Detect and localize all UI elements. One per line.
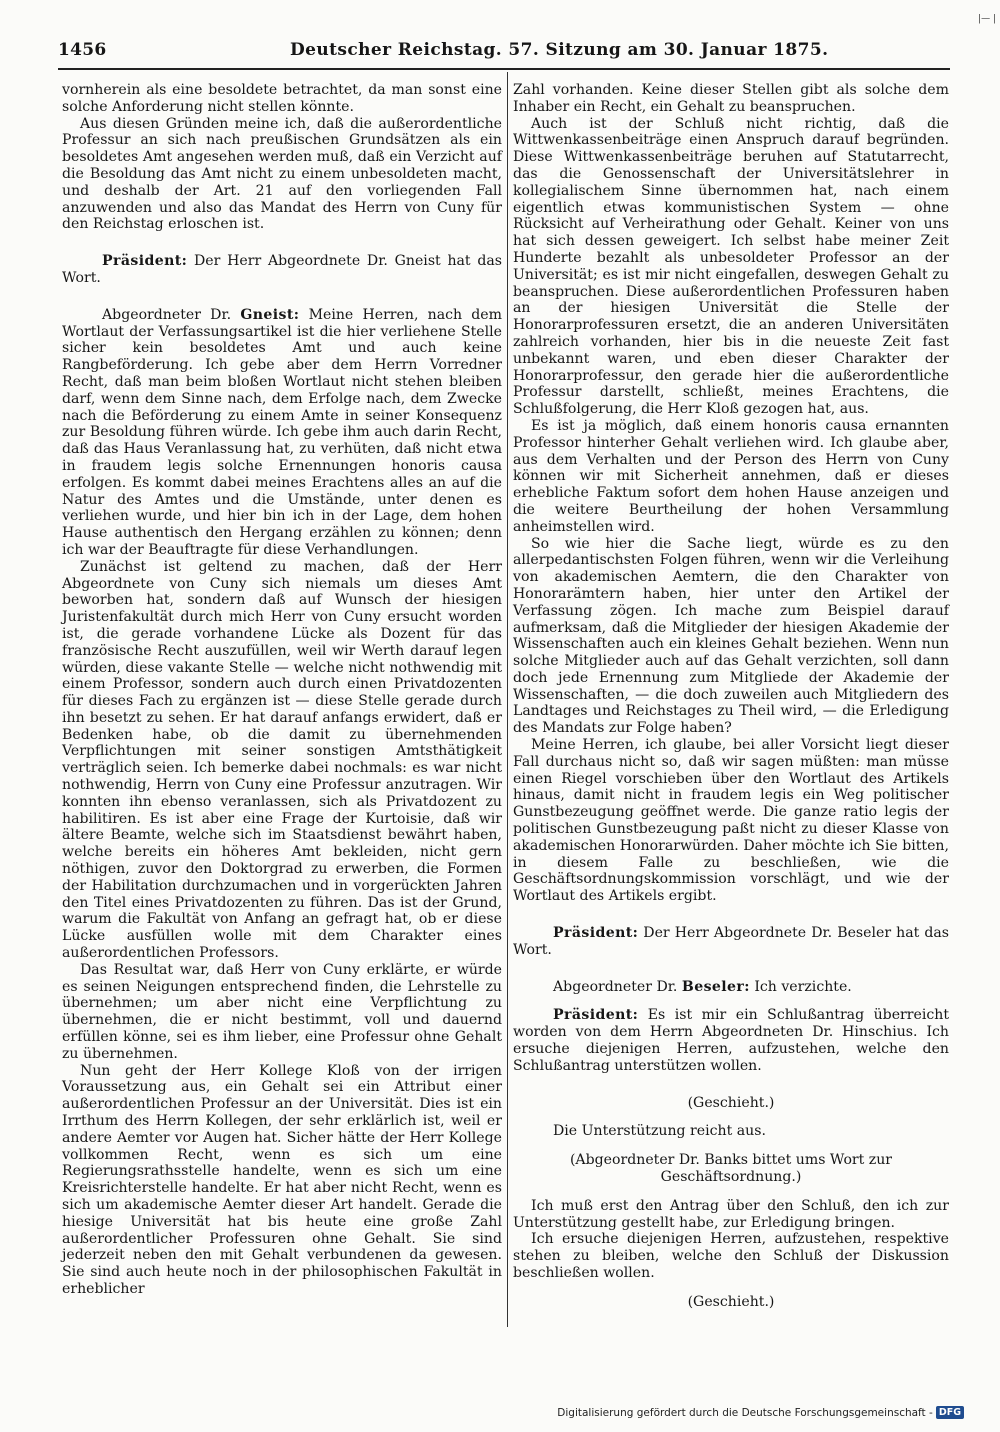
paragraph: Auch ist der Schluß nicht richtig, daß die Wittwenkassenbeiträge einen Anspruch darauf begründen. Diese Wittwenkassenbeiträge beruhen auf Statutarrecht, das die Genossenschaft der Universitätslehrer in kollegialischem Sinne übernommen hat, nach einem eigentlich etwas kommunistischen System — ohne Rücksicht auf Verheirathung oder Gehalt. Keiner von uns hat sich dessen geweigert. Ich selbst habe meiner Zeit Hunderte bezahlt als unbesoldeter Professor an der Universität; es ist mir nicht eingefallen, deswegen Gehalt zu beanspruchen. Diese außerordentlichen Professuren haben an der hiesigen Universität die Stelle der Honorarprofessuren ersetzt, die an anderen Universitäten zahlreich vorhanden, hier bis in die neueste Zeit fast unbekannt waren, und eben dieser Charakter der Honorarprofessur, den gerade hier die außerordentliche Professur darstellt, schließt, meines Erachtens, die Schlußfolgerung, die Herr Kloß gezogen hat, aus. xyxy=(513,115,949,418)
paragraph: Zahl vorhanden. Keine dieser Stellen gibt als solche dem Inhaber ein Recht, ein Gehalt zu beanspruchen. xyxy=(513,82,949,115)
stage-direction: (Geschieht.) xyxy=(687,1094,775,1111)
speech-paragraph xyxy=(513,925,949,959)
paragraph: Die Unterstützung reicht aus. xyxy=(553,1123,766,1140)
speaker-label: Präsident: xyxy=(553,1007,639,1024)
paragraph: Meine Herren, ich glaube, bei aller Vorsicht liegt dieser Fall durchaus nicht so, daß wir sagen müßten: man müsse einen Riegel vorschieben über den Wortlaut des Artikels hinaus, damit nicht in fraudem legis ein Weg politischer Gunstbezeugung geöffnet werde. Die ganze ratio legis der politischen Gunstbezeugung paßt nicht zu dieser Klasse von akademischen Honorarwürden. Daher möchte ich Sie bitten, in diesem Falle zu beschließen, wie die Geschäftsordnungskommission vorschlägt, und wie der Wortlaut des Artikels ergibt. xyxy=(513,737,949,905)
speech-paragraph xyxy=(513,1007,949,1074)
page-number: 1456 xyxy=(58,40,107,60)
speech-text: Der Herr Abgeordnete Dr. Gneist hat das Wort. xyxy=(62,253,502,286)
paragraph: Es ist ja möglich, daß einem honoris causa ernannten Professor hinterher Gehalt verliehen wird. Ich glaube aber, aus dem Verhalten und der Person des Herrn von Cuny können wir mit Sicherheit annehmen, daß er dieses erhebliche Faktum sofort dem hohen Hause anzeigen und die weitere Beurtheilung der hohen Versammlung anheimstellen wird. xyxy=(513,417,949,535)
paragraph: Das Resultat war, daß Herr von Cuny erklärte, er würde es seinen Neigungen entsprechend finden, die Lehrstelle zu übernehmen; um aber nicht eine Verpflichtung zu übernehmen, die er nicht bestimmt, voll und dauernd erfüllen könne, sei es ihm lieber, eine Professur ohne Gehalt zu übernehmen. xyxy=(62,961,502,1062)
running-title: Deutscher Reichstag. 57. Sitzung am 30. Januar 1875. xyxy=(290,40,829,60)
speech-text: Der Herr Abgeordnete Dr. Beseler hat das Wort. xyxy=(513,925,949,958)
speech-text: Es ist mir ein Schlußantrag überreicht worden von dem Herrn Abgeordneten Dr. Hinschius. Ich ersuche diejenigen Herren, aufzustehen, welche den Schlußantrag unterstützen wollen. xyxy=(513,1007,949,1074)
paragraph: Ich ersuche diejenigen Herren, aufzustehen, respektive stehen zu bleiben, welche den Schluß der Diskussion beschließen wollen. xyxy=(513,1231,949,1281)
paragraph: Nun geht der Herr Kollege Kloß von der irrigen Voraussetzung aus, ein Gehalt sei ein Attribut einer außerordentlichen Professur an der Universität. Dies ist ein Irrthum des Herrn Kollegen, der sehr erklärlich ist, weil er andere Aemter vor Augen hat. Sicher hätte der Herr Kollege vollkommen Recht, wenn es sich um eine Regierungsrathsstelle handelte, wenn es sich um eine Kreisrichterstelle handelte. Er hat aber nicht Recht, wenn es sich um akademische Aemter dieser Art handelt. Gerade die hiesige Universität hat bis heute eine große Zahl außerordentlicher Professuren ohne Gehalt. Sie sind jederzeit neben den mit Gehalt verbundenen da gewesen. Sie sind auch heute noch in der philosophischen Fakultät in erheblicher xyxy=(62,1062,502,1297)
speaker-label: Präsident: xyxy=(553,925,639,942)
digitization-credit xyxy=(557,1406,964,1419)
speech-text: Ich verzichte. xyxy=(754,978,852,995)
dfg-logo: DFG xyxy=(936,1406,964,1419)
paragraph: vornherein als eine besoldete betrachtet, da man sonst eine solche Anforderung nicht stellen könnte. xyxy=(62,82,502,115)
paragraph: Aus diesen Gründen meine ich, daß die außerordentliche Professur an sich nach preußischen Grundsätzen als ein besoldetes Amt angesehen werden muß, daß ein Verzicht auf die Besoldung das Amt nicht zu einem unbesoldeten macht, und deshalb der Art. 21 auf den vorliegenden Fall anzuwenden und also das Mandat des Herrn von Cuny für den Reichstag erloschen ist. xyxy=(62,115,502,233)
corner-mark: |— | xyxy=(978,14,996,24)
speaker-label: Gneist: xyxy=(240,306,300,323)
column-divider xyxy=(507,72,508,1327)
speaker-label: Beseler: xyxy=(681,978,750,995)
paragraph: Ich muß erst den Antrag über den Schluß, den ich zur Unterstützung gestellt habe, zur Erledigung bringen. xyxy=(513,1197,949,1231)
speech-text: Meine Herren, nach dem Wortlaut der Verfassungsartikel ist die hier verliehene Stelle sicher kein besoldetes Amt und auch keine Rangbeförderung. Ich gebe aber dem Herrn Vorredner Recht, daß man beim bloßen Wortlaut nicht stehen bleiben darf, wenn dem Sinne nach, dem Erfolge nach, dem Zwecke nach die Beförderung zu einem Amte in seiner Konsequenz zur Besoldung führen würde. Ich gebe ihm auch darin Recht, daß das Haus Veranlassung hat, zu verhüten, daß nicht etwa in fraudem legis solche Ernennungen honoris causa erfolgen. Es kommt dabei meines Erachtens alles an auf die Natur des Amtes und die Umstände, unter denen es verliehen wurde, und hier bin ich in der Lage, dem hohen Hause authentisch den Hergang erzählen zu können; denn ich war der Beauftragte für diese Verhandlungen. xyxy=(62,306,502,558)
speech-paragraph xyxy=(62,307,502,559)
right-column xyxy=(513,82,949,1311)
stage-direction: (Geschieht.) xyxy=(687,1293,775,1310)
credit-text: Digitalisierung gefördert durch die Deutsche Forschungsgemeinschaft - xyxy=(557,1407,933,1419)
stage-direction: (Abgeordneter Dr. Banks bittet ums Wort zur Geschäftsordnung.) xyxy=(569,1152,893,1186)
speech-paragraph xyxy=(62,253,502,287)
speech-paragraph xyxy=(513,979,949,996)
speaker-prefix: Abgeordneter Dr. xyxy=(102,306,232,323)
header-rule xyxy=(58,68,950,70)
left-column xyxy=(62,82,502,1298)
paragraph: Zunächst ist geltend zu machen, daß der Herr Abgeordnete von Cuny sich niemals um dieses Amt beworben hat, sondern daß auf Wunsch der hiesigen Juristenfakultät durch mich Herr von Cuny ersucht worden ist, die gerade vorhandene Lücke als Dozent für das französische Recht auszufüllen, weil wir Werth darauf legen würden, diese vakante Stelle — welche nicht nothwendig mit einem Professor, sondern auch durch einen Privatdozenten für dieses Fach zu ergänzen ist — diese Stelle gerade durch ihn besetzt zu sehen. Er hat darauf anfangs erwidert, daß er Bedenken habe, ob die damit zu übernehmenden Verpflichtungen mit seiner sonstigen Amtsthätigkeit verträglich seien. Ich bemerke dabei nochmals: es war nicht nothwendig, Herrn von Cuny eine Professur anzutragen. Wir konnten ihn ebenso veranlassen, sich als Privatdozent zu habilitiren. Es ist aber eine Frage der Kurtoisie, daß wir ältere Beamte, welche sich im Staatsdienst bewährt haben, welche bereits ein höheres Amt bekleiden, nicht gern nöthigen, zuvor den Doktorgrad zu erwerben, die Formen der Habilitation durchzumachen und in vorgerückten Jahren den Titel eines Privatdozenten zu führen. Das ist der Grund, warum die Fakultät von Anfang an gefragt hat, ob er diese Lücke ausfüllen wolle mit dem Charakter eines außerordentlichen Professors. xyxy=(62,558,502,962)
speaker-prefix: Abgeordneter Dr. xyxy=(553,978,678,995)
speaker-label: Präsident: xyxy=(102,253,188,270)
paragraph: So wie hier die Sache liegt, würde es zu den allerpedantischsten Folgen führen, wenn wir die Verleihung von akademischen Aemtern, die den Charakter von Honorarämtern haben, hier unter den Artikel der Verfassung zögen. Ich mache zum Beispiel darauf aufmerksam, daß die Mitglieder der hiesigen Akademie der Wissenschaften auch ein kleines Gehalt beziehen. Wenn nun solche Mitglieder auch auf das Gehalt verzichten, soll dann doch jede Ernennung zum Mitgliede der Akademie der Wissenschaften, — die doch zuweilen auch Mitgliedern des Landtages und Reichstages zu Theil wird, — die Erledigung des Mandats zur Folge haben? xyxy=(513,535,949,737)
